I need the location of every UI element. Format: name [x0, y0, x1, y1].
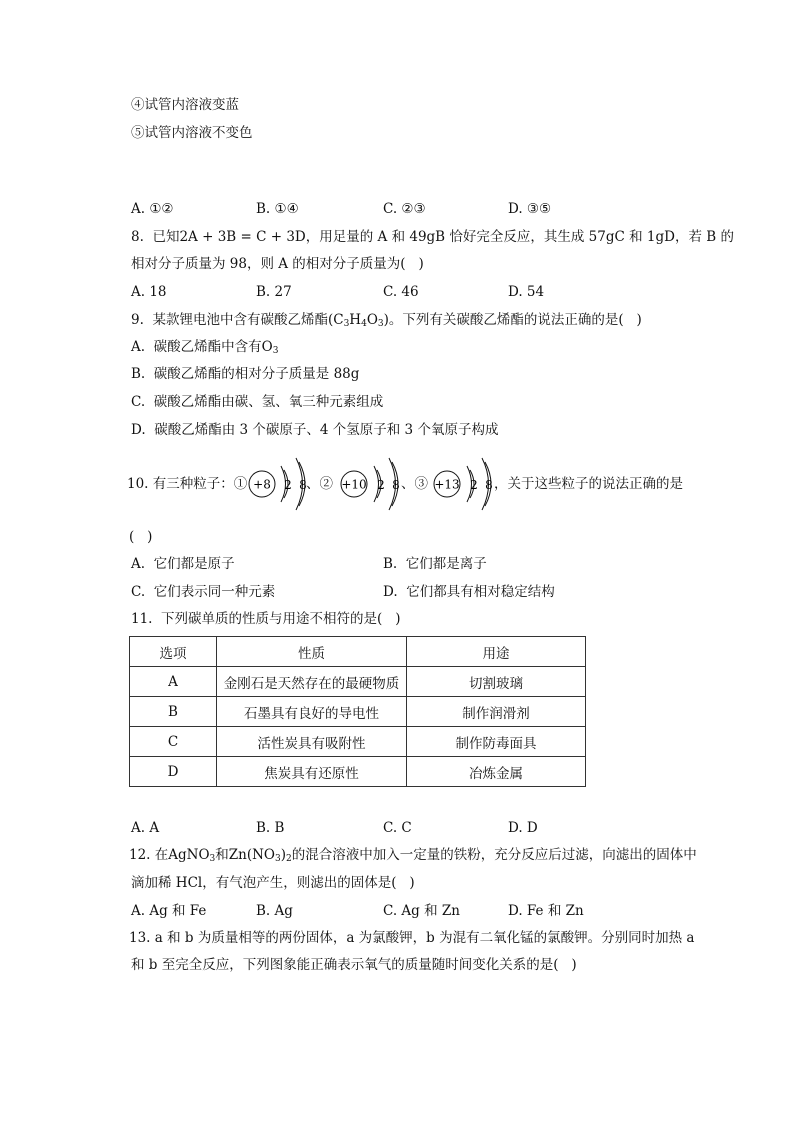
shell-electrons-1: 2 [470, 478, 478, 492]
q9-stem-text: 9. 某款锂电池中含有碳酸乙烯酯(C [131, 312, 344, 328]
formula-part: H [349, 312, 362, 328]
q10-separator: 、② [306, 476, 333, 492]
q12-stem-line2: 滴加稀 HCl，有气泡产生，则滤出的固体是( ) [131, 875, 415, 891]
q8-option-a: A. 18 [131, 284, 167, 300]
q9-stem [131, 310, 642, 334]
table-header-row [130, 637, 586, 667]
subscript: 3 [275, 854, 281, 864]
q8-option-b: B. 27 [256, 284, 292, 300]
q10-option-d: D. 它们都具有相对稳定结构 [383, 584, 555, 600]
q8-option-c: C. 46 [383, 284, 419, 300]
carbon-properties-table [129, 636, 586, 787]
q9-option-b: B. 碳酸乙烯酯的相对分子质量是 88g [131, 366, 360, 382]
table-cell: 金刚石是天然存在的最硬物质 [217, 667, 407, 697]
q11-option-b: B. B [256, 820, 285, 836]
q10-option-a: A. 它们都是原子 [131, 556, 235, 572]
q10-answer-paren: ( ) [129, 529, 153, 545]
subscript: 4 [361, 319, 367, 329]
subscript: 3 [377, 319, 384, 329]
subscript: 3 [272, 346, 279, 356]
atom-structure-diagram-1 [245, 452, 311, 520]
shell-electrons-1: 2 [377, 478, 385, 492]
table-cell: 制作润滑剂 [407, 697, 586, 727]
q11-stem: 11. 下列碳单质的性质与用途不相符的是( ) [131, 611, 401, 627]
q7-option-c: C. ②③ [383, 201, 426, 217]
table-cell: C [130, 727, 217, 757]
table-cell: 活性炭具有吸附性 [217, 727, 407, 757]
q10-option-b: B. 它们都是离子 [383, 556, 487, 572]
q7-option-b: B. ①④ [256, 201, 299, 217]
table-cell: 切割玻璃 [407, 667, 586, 697]
q12-option-d: D. Fe 和 Zn [508, 903, 584, 919]
q12-option-a: A. Ag 和 Fe [131, 903, 207, 919]
q12-stem-text: 12. 在AgNO [129, 847, 210, 863]
q11-option-a: A. A [131, 820, 160, 836]
q10-option-c: C. 它们表示同一种元素 [131, 584, 276, 600]
subscript: 2 [286, 854, 292, 864]
q7-option-a: A. ①② [131, 201, 174, 217]
q7-item-4: ④试管内溶液变蓝 [131, 97, 239, 113]
q9-option-a [131, 337, 278, 361]
table-header: 性质 [217, 637, 407, 667]
q13-stem-line1: 13. a 和 b 为质量相等的两份固体，a 为氯酸钾，b 为混有二氧化锰的氯酸钾。分别同时加热 a [129, 930, 695, 946]
formula-part: ) [280, 847, 287, 863]
table-row [130, 757, 586, 787]
q7-item-5: ⑤试管内溶液不变色 [131, 125, 253, 141]
table-row [130, 667, 586, 697]
table-cell: 石墨具有良好的导电性 [217, 697, 407, 727]
q11-option-c: C. C [383, 820, 412, 836]
shell-electrons-1: 2 [284, 478, 292, 492]
q10-separator: 、③ [401, 476, 428, 492]
table-cell: A [130, 667, 217, 697]
q9-option-a-text: A. 碳酸乙烯酯中含有O [131, 339, 273, 355]
q12-option-b: B. Ag [256, 903, 293, 919]
shell-electrons-2: 8 [485, 478, 493, 492]
q8-stem-line1: 8. 已知2A + 3B = C + 3D，用足量的 A 和 49gB 恰好完全反应，其生成 57gC 和 1gD，若 B 的 [131, 229, 734, 245]
subscript: 3 [209, 854, 216, 864]
table-header: 用途 [407, 637, 586, 667]
q7-option-d: D. ③⑤ [508, 201, 552, 217]
table-row [130, 697, 586, 727]
nucleus-charge: +13 [434, 477, 460, 492]
q9-stem-text: )。下列有关碳酸乙烯酯的说法正确的是( ) [383, 312, 642, 328]
q9-option-d: D. 碳酸乙烯酯由 3 个碳原子、4 个氢原子和 3 个氧原子构成 [131, 422, 499, 438]
nucleus-charge: +8 [253, 477, 271, 492]
formula-part: O [366, 312, 378, 328]
q12-option-c: C. Ag 和 Zn [383, 903, 460, 919]
table-cell: 制作防毒面具 [407, 727, 586, 757]
subscript: 3 [343, 319, 350, 329]
table-cell: 焦炭具有还原性 [217, 757, 407, 787]
q12-stem-text: 的混合溶液中加入一定量的铁粉，充分反应后过滤，向滤出的固体中 [291, 847, 697, 863]
q10-suffix: ，关于这些粒子的说法正确的是 [494, 476, 683, 492]
table-cell: 冶炼金属 [407, 757, 586, 787]
nucleus-charge: +10 [341, 477, 367, 492]
q11-option-d: D. D [508, 820, 538, 836]
q13-stem-line2: 和 b 至完全反应，下列图象能正确表示氧气的质量随时间变化关系的是( ) [131, 957, 577, 973]
table-header: 选项 [130, 637, 217, 667]
table-cell: B [130, 697, 217, 727]
q9-option-c: C. 碳酸乙烯酯由碳、氢、氧三种元素组成 [131, 394, 384, 410]
table-cell: D [130, 757, 217, 787]
atom-structure-diagram-2 [336, 452, 406, 520]
atom-structure-diagram-3 [430, 452, 498, 520]
formula-part: 和Zn(NO [215, 847, 276, 863]
q8-stem-line2: 相对分子质量为 98，则 A 的相对分子质量为( ) [131, 256, 424, 272]
q12-stem-line1 [129, 845, 697, 869]
shell-electrons-2: 8 [299, 478, 307, 492]
q10-prefix: 10. 有三种粒子：① [127, 476, 248, 492]
shell-electrons-2: 8 [392, 478, 400, 492]
q8-option-d: D. 54 [508, 284, 545, 300]
table-row [130, 727, 586, 757]
